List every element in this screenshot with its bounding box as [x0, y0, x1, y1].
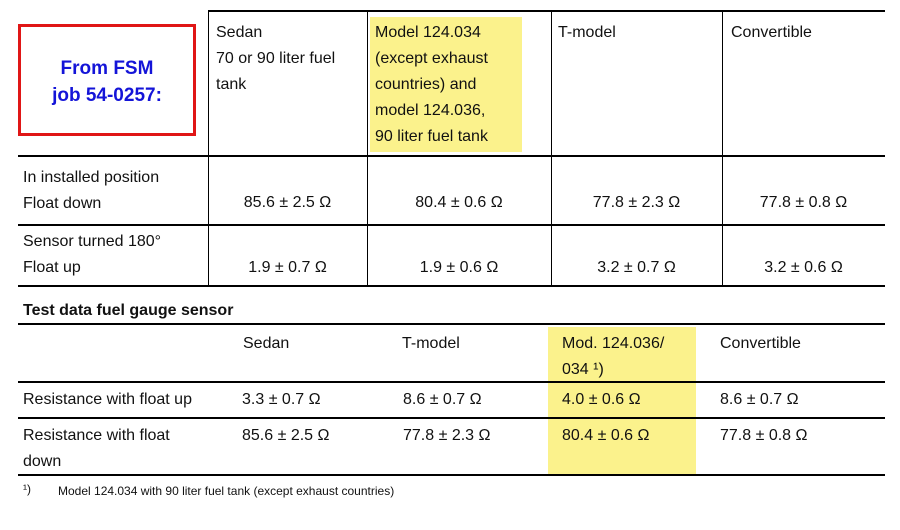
table1-row2-sedan: 1.9 ± 0.7 Ω: [248, 259, 327, 276]
table1-row1-label: In installed position Float down: [23, 169, 160, 212]
table1-bottom-rule: [18, 285, 885, 287]
table1-col-divider-4: [722, 10, 723, 287]
table1-row2-label: Sensor turned 180° Float up: [23, 233, 162, 276]
table2-header-sedan: Sedan: [243, 335, 290, 352]
fsm-reference-text: From FSM job 54-0257:: [52, 58, 162, 106]
table1-row2-convertible: 3.2 ± 0.6 Ω: [764, 259, 843, 276]
table1-row1-model-124034: 80.4 ± 0.6 Ω: [415, 194, 503, 211]
table2-row2-convertible: 77.8 ± 0.8 Ω: [720, 427, 808, 444]
table1-row-rule: [18, 224, 885, 226]
table2-header-t-model: T-model: [402, 335, 460, 352]
table2-header-mod-124036: Mod. 124.036/ 034 ¹): [562, 335, 665, 378]
table2-header-rule: [18, 381, 885, 383]
table1-header-model-124034: Model 124.034 (except exhaust countries) and model 124.036, 90 liter fuel tank: [375, 24, 488, 145]
table2-row2-sedan: 85.6 ± 2.5 Ω: [242, 427, 330, 444]
table2-top-rule: [18, 323, 885, 325]
table1-row1-t-model: 77.8 ± 2.3 Ω: [592, 194, 681, 211]
table2-row1-label: Resistance with float up: [23, 391, 192, 408]
table1-row2-model-124034: 1.9 ± 0.6 Ω: [419, 259, 499, 276]
table2-row1-convertible: 8.6 ± 0.7 Ω: [720, 391, 799, 408]
table1-col-divider-1: [208, 10, 209, 287]
table1-header-convertible: Convertible: [731, 24, 812, 41]
table2-row2-t-model: 77.8 ± 2.3 Ω: [403, 427, 491, 444]
table1-header-rule: [18, 155, 885, 157]
table1-top-rule: [208, 10, 885, 12]
table1-row1-sedan: 85.6 ± 2.5 Ω: [243, 194, 332, 211]
footnote-text: Model 124.034 with 90 liter fuel tank (except exhaust countries): [58, 484, 395, 498]
table1-col-divider-2: [367, 10, 368, 287]
table1-header-t-model: T-model: [558, 24, 616, 41]
table2-row2-mod-124036: 80.4 ± 0.6 Ω: [562, 427, 650, 444]
table1-row1-convertible: 77.8 ± 0.8 Ω: [759, 194, 848, 211]
table2-title: Test data fuel gauge sensor: [23, 302, 234, 319]
table1-header-sedan: Sedan 70 or 90 liter fuel tank: [216, 24, 336, 93]
table2-row1-sedan: 3.3 ± 0.7 Ω: [242, 391, 321, 408]
footnote-marker: ¹): [23, 482, 31, 496]
table1-col-divider-3: [551, 10, 552, 287]
table2-row1-t-model: 8.6 ± 0.7 Ω: [403, 391, 482, 408]
table1-row2-t-model: 3.2 ± 0.7 Ω: [597, 259, 676, 276]
table2-header-convertible: Convertible: [720, 335, 801, 352]
fsm-reference-note: [18, 24, 196, 136]
table2-row2-label: Resistance with float down: [23, 427, 170, 470]
table2-row1-mod-124036: 4.0 ± 0.6 Ω: [562, 391, 641, 408]
table2-row-rule: [18, 417, 885, 419]
